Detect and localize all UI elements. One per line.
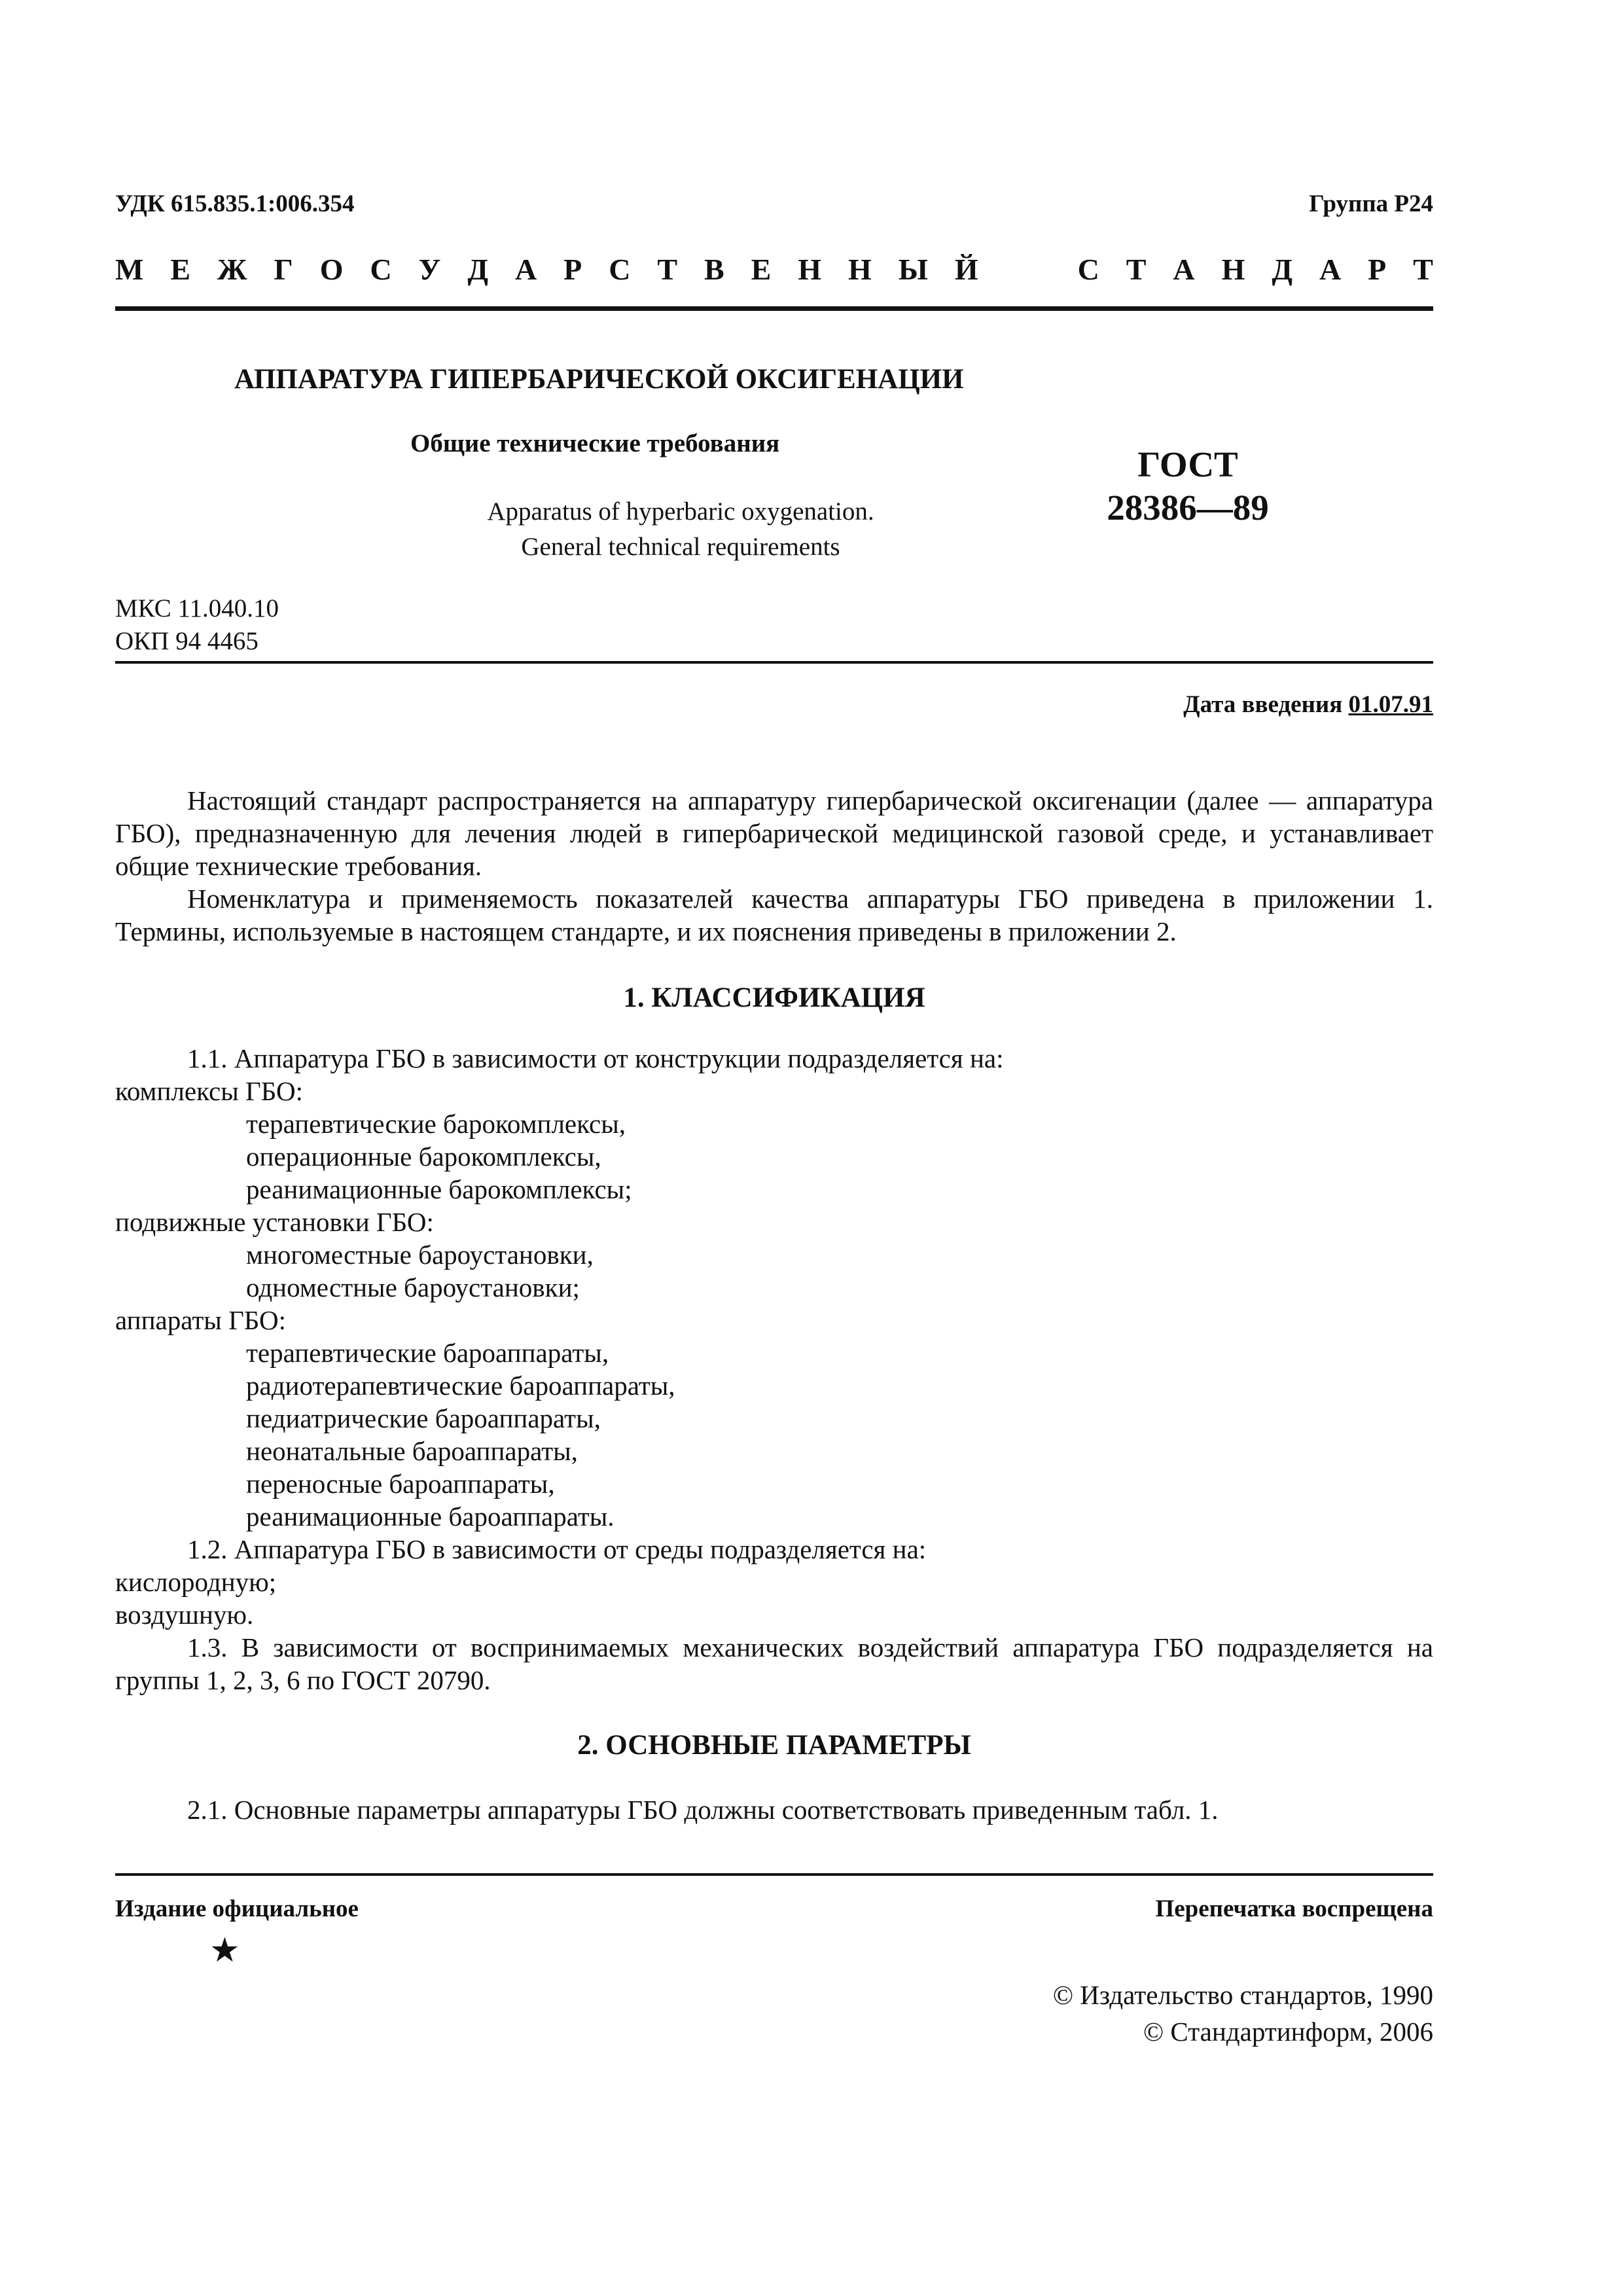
section-2-heading: 2. ОСНОВНЫЕ ПАРАМЕТРЫ xyxy=(577,1730,971,1761)
section-2 xyxy=(115,1729,1433,1762)
heading-letter: Т xyxy=(1126,253,1147,286)
classification-line: 1.2. Аппаратура ГБО в зависимости от среды подразделяется на: xyxy=(187,1534,927,1564)
classification-line: кислородную; xyxy=(115,1567,277,1597)
heading-letter: Е xyxy=(170,253,191,286)
classification-line: радиотерапевтические бароаппараты, xyxy=(246,1371,675,1401)
gost-designation xyxy=(1080,443,1296,529)
copyright-block xyxy=(1053,1977,1433,2050)
classification-line: воздушную. xyxy=(115,1600,254,1630)
classification-line: подвижные установки ГБО: xyxy=(115,1207,434,1237)
copyright-2006: © Стандартинформ, 2006 xyxy=(1143,2017,1433,2047)
heading-letter: Д xyxy=(467,253,488,286)
heading-letter: Н xyxy=(848,253,872,286)
classification-line: неонатальные бароаппараты, xyxy=(246,1436,578,1466)
heading-letter: Ж xyxy=(217,253,247,286)
heading-letter: А xyxy=(1173,253,1195,286)
subtitle-english-line2: General technical requirements xyxy=(521,533,840,561)
subtitle-english-line1: Apparatus of hyperbaric oxygenation. xyxy=(487,497,874,526)
heading-letter: С xyxy=(609,253,631,286)
standard-type-heading xyxy=(115,252,1433,287)
classification-line: реанимационные бароаппараты. xyxy=(246,1501,615,1532)
paragraph-1-3: 1.3. В зависимости от воспринимаемых механических воздействий аппаратура ГБО подразделяется на группы 1, 2, 3, 6 по ГОСТ 20790. xyxy=(115,1632,1433,1695)
heading-letter: Й xyxy=(954,253,978,286)
reprint-prohibited-label: Перепечатка воспрещена xyxy=(1155,1895,1433,1922)
classification-line: терапевтические бароаппараты, xyxy=(246,1338,609,1368)
paragraph-2-1: 2.1. Основные параметры аппаратуры ГБО должны соответствовать приведенным табл. 1. xyxy=(187,1795,1219,1825)
heading-letter: Г xyxy=(274,253,293,286)
section-1-heading: 1. КЛАССИФИКАЦИЯ xyxy=(623,982,925,1013)
effective-date xyxy=(1183,691,1433,719)
official-edition-label: Издание официальное xyxy=(115,1895,359,1922)
intro-section xyxy=(115,784,1433,948)
heading-letter xyxy=(1005,252,1051,287)
classification-line: одноместные бароустановки; xyxy=(246,1272,580,1302)
classification-line: комплексы ГБО: xyxy=(115,1076,303,1106)
heading-letter: Д xyxy=(1272,253,1293,286)
section-1 xyxy=(115,982,1433,1014)
copyright-1990: © Издательство стандартов, 1990 xyxy=(1052,1980,1433,2010)
classification-line: операционные барокомплексы, xyxy=(246,1141,601,1172)
heading-letter: Р xyxy=(563,253,582,286)
udk-code: УДК 615.835.1:006.354 xyxy=(115,190,355,217)
heading-letter: У xyxy=(418,253,441,286)
codes-rule xyxy=(115,661,1433,664)
heading-letter: А xyxy=(1319,253,1342,286)
heading-letter: Т xyxy=(1413,253,1433,286)
heading-letter: А xyxy=(514,253,537,286)
heading-letter: О xyxy=(319,253,344,286)
okp-code: ОКП 94 4465 xyxy=(115,627,259,655)
classification-line: переносные бароаппараты, xyxy=(246,1469,555,1499)
star-icon: ★ xyxy=(209,1932,240,1969)
subtitle-english xyxy=(314,494,1047,565)
classification-line: многоместные бароустановки, xyxy=(246,1240,594,1270)
heading-letter: В xyxy=(704,253,724,286)
heading-letter: С xyxy=(370,253,392,286)
classification-line: аппараты ГБО: xyxy=(115,1305,287,1335)
footer-rule xyxy=(115,1873,1433,1876)
heading-letter: Т xyxy=(657,253,678,286)
heading-letter: Ы xyxy=(898,253,928,286)
section-1-3 xyxy=(115,1631,1433,1696)
classification-line: реанимационные барокомплексы; xyxy=(246,1174,632,1204)
section-2-1 xyxy=(115,1793,1433,1826)
group-code: Группа Р24 xyxy=(1309,190,1433,217)
subtitle-russian: Общие технические требования xyxy=(410,429,780,457)
date-label: Дата введения xyxy=(1183,691,1349,718)
classification-codes xyxy=(115,592,279,658)
date-value: 01.07.91 xyxy=(1348,691,1433,718)
header-rule xyxy=(115,306,1433,311)
heading-letter: Р xyxy=(1368,253,1387,286)
heading-letter: М xyxy=(115,253,144,286)
mks-code: МКС 11.040.10 xyxy=(115,594,279,622)
classification-line: педиатрические бароаппараты, xyxy=(246,1403,601,1433)
heading-letter: Е xyxy=(751,253,772,286)
classification-line: 1.1. Аппаратура ГБО в зависимости от конструкции подразделяется на: xyxy=(187,1043,1004,1073)
section-1-list xyxy=(115,1042,1433,1631)
gost-number: 28386—89 xyxy=(1107,488,1269,528)
heading-letter: Н xyxy=(1221,253,1245,286)
gost-label: ГОСТ xyxy=(1137,444,1238,484)
intro-paragraph-1: Настоящий стандарт распространяется на аппаратуру гипербарической оксигенации (далее — аппаратура ГБО), предназначенную для лечения людей в гипербарической медицинской газовой среде, и устанавливает общие технические требования. xyxy=(115,785,1433,881)
heading-letter: Н xyxy=(798,253,822,286)
document-title: АППАРАТУРА ГИПЕРБАРИЧЕСКОЙ ОКСИГЕНАЦИИ xyxy=(234,364,964,395)
heading-letter: С xyxy=(1077,253,1099,286)
classification-line: терапевтические барокомплексы, xyxy=(246,1109,626,1139)
intro-paragraph-2: Номенклатура и применяемость показателей качества аппаратуры ГБО приведена в приложении 1. Термины, используемые в настоящем стандарте, и их пояснения приведены в приложении 2. xyxy=(115,884,1433,946)
